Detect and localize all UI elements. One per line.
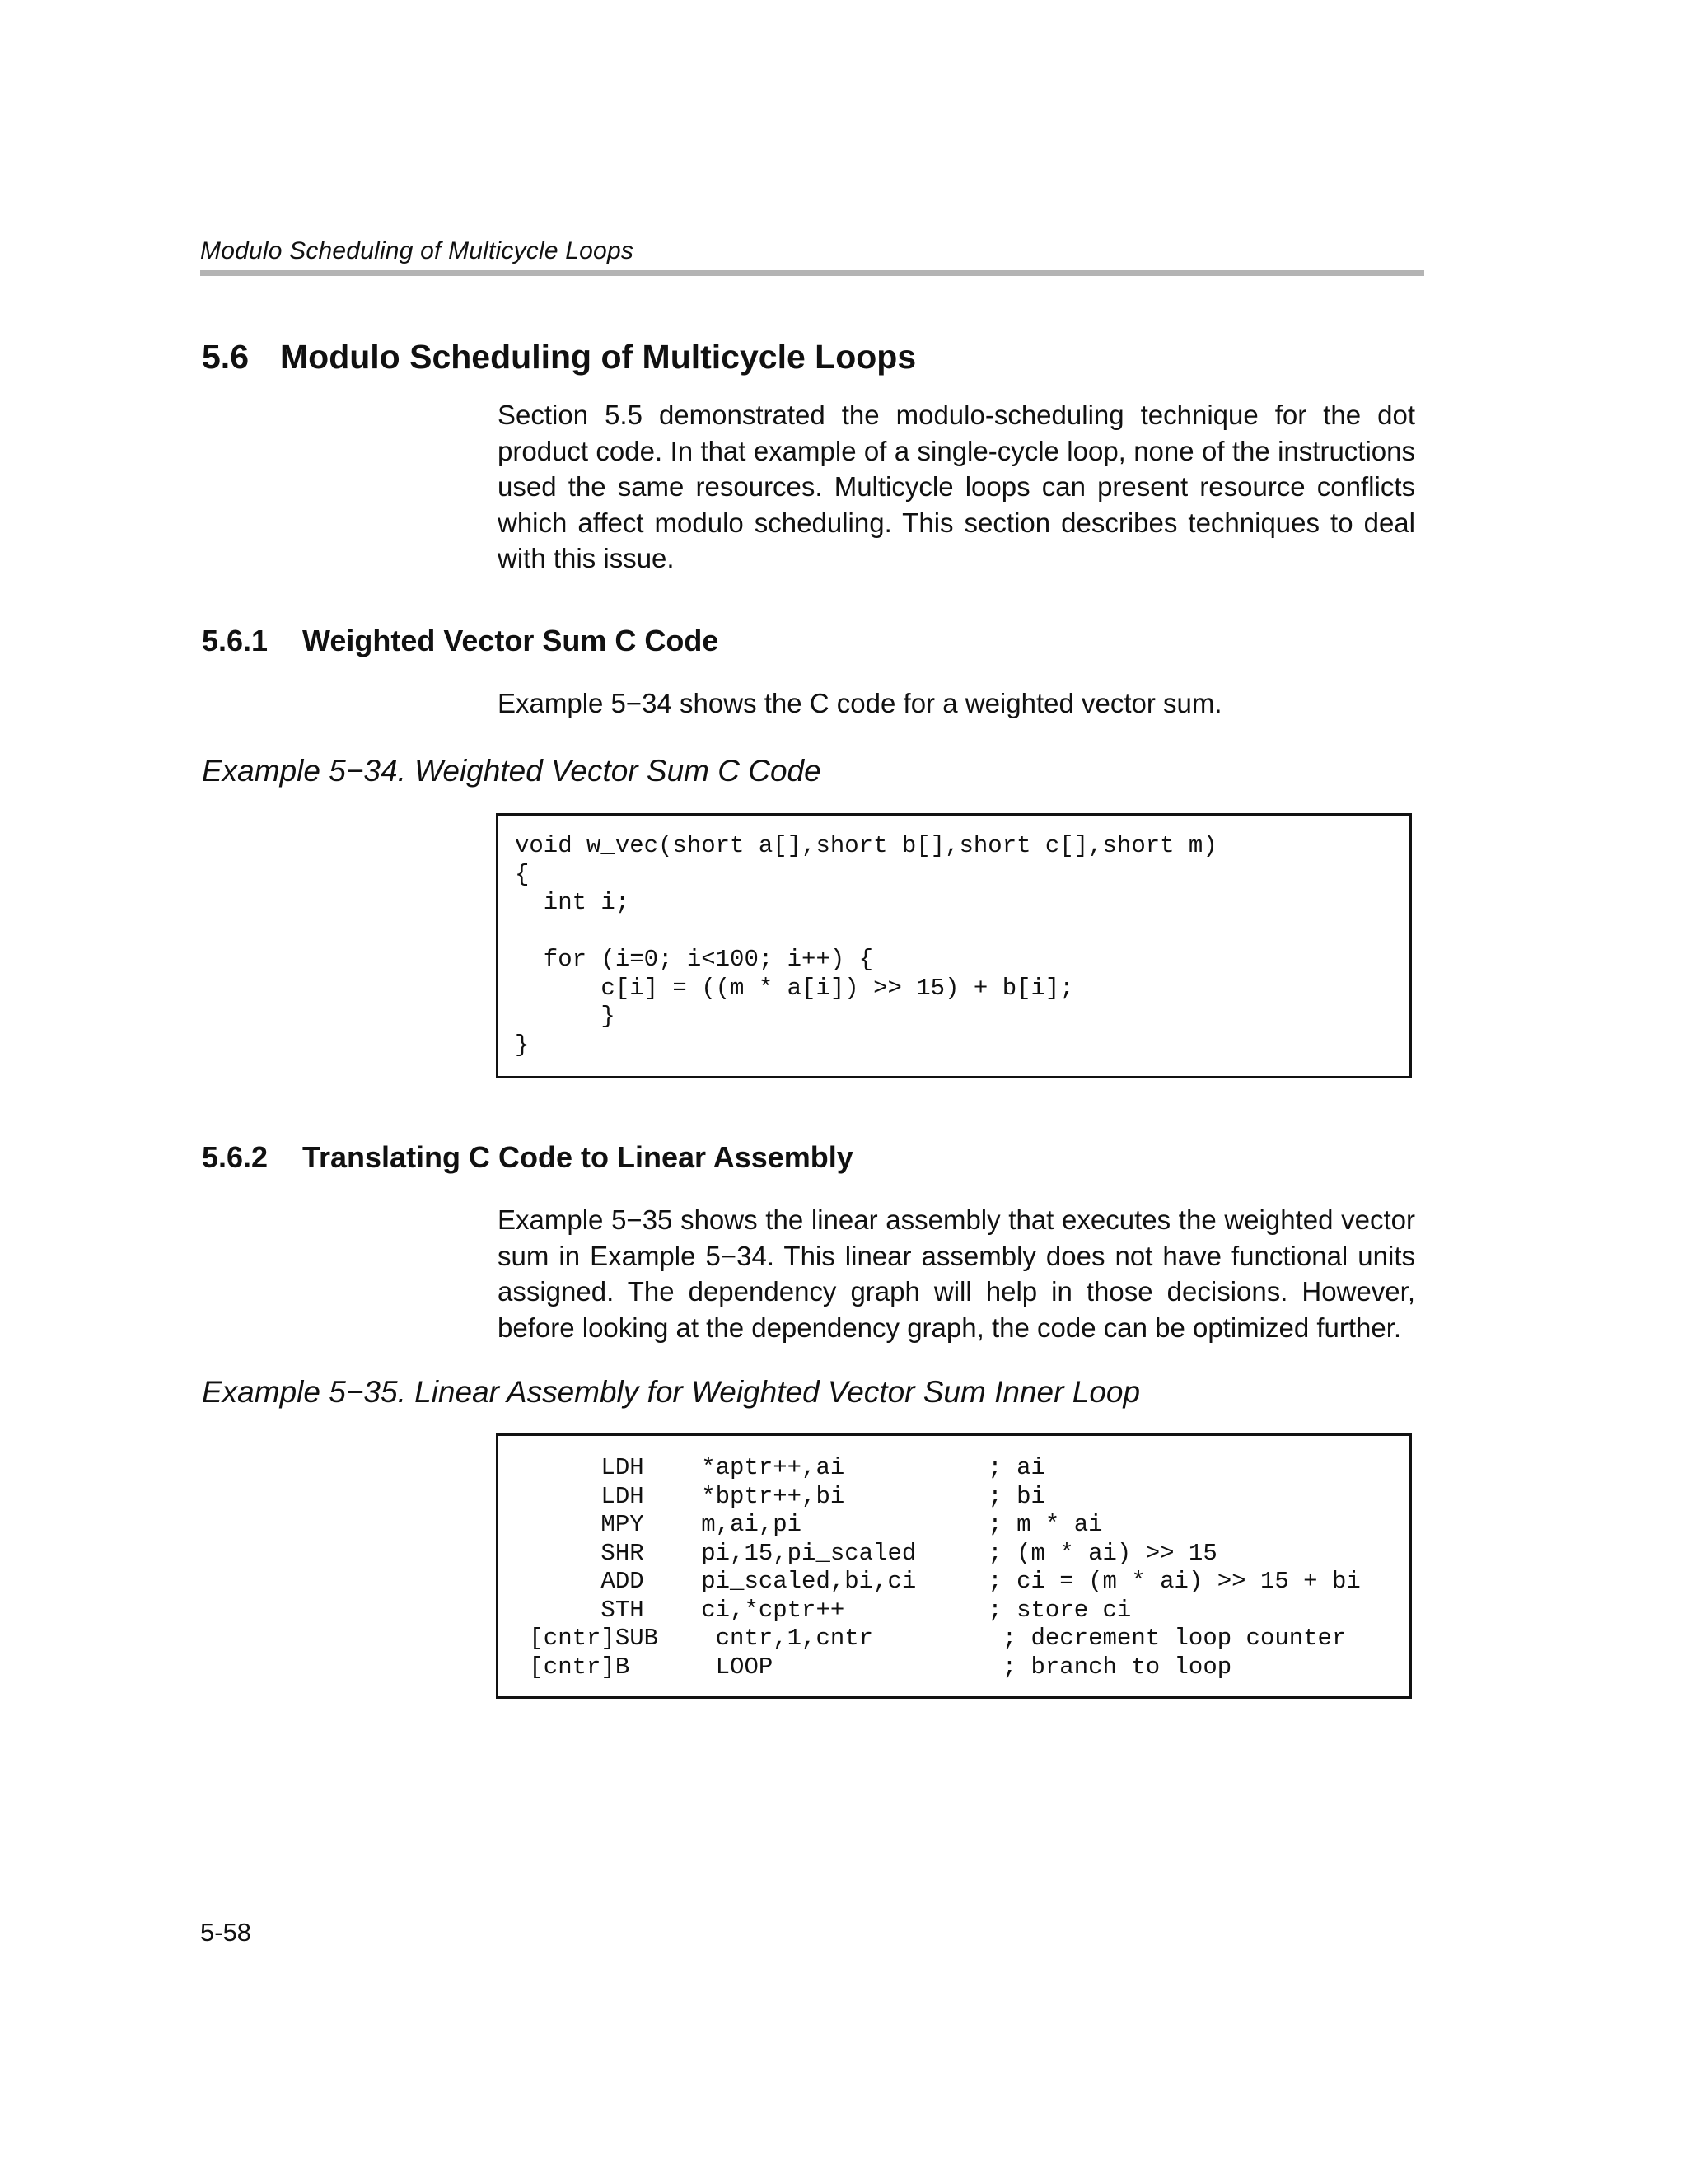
example-34-caption: Example 5−34. Weighted Vector Sum C Code [202, 754, 821, 788]
example-34-code-box [496, 813, 1412, 1078]
example-35-code-box [496, 1433, 1412, 1699]
example-35-code: LDH *aptr++,ai ; ai LDH *bptr++,bi ; bi MPY m,ai,pi ; m * ai SHR pi,15,pi_scaled ; (m * ai) >> 15 ADD pi_scaled,bi,ci ; ci = (m * ai) >> 15 + bi STH ci,*cptr++ ; store ci [cntr]SUB cntr,1,cntr ; decrement loop counter [cntr]B LOOP ; branch to loop [529, 1454, 1361, 1681]
subsection-1-heading [202, 624, 718, 658]
page-number: 5-58 [200, 1918, 252, 1947]
subsection-2-number: 5.6.2 [202, 1140, 269, 1174]
section-intro-paragraph: Section 5.5 demonstrated the modulo-scheduling technique for the dot product code. In that example of a single-cycle loop, none of the instructions used the same resources. Multicycle loops can present resource conflicts which affect modulo scheduling. This section describes techniques to deal with this issue. [498, 400, 1415, 573]
subsection-1-number: 5.6.1 [202, 624, 269, 657]
section-heading [202, 338, 916, 376]
subsection-2-heading [202, 1140, 853, 1175]
subsection-2-title: Translating C Code to Linear Assembly [302, 1140, 853, 1174]
running-header: Modulo Scheduling of Multicycle Loops [200, 237, 634, 264]
example-35-caption: Example 5−35. Linear Assembly for Weighted Vector Sum Inner Loop [202, 1375, 1141, 1409]
section-title: Modulo Scheduling of Multicycle Loops [280, 338, 917, 376]
section-number: 5.6 [202, 338, 249, 376]
subsection-1-paragraph: Example 5−34 shows the C code for a weighted vector sum. [498, 688, 1222, 718]
subsection-2-paragraph: Example 5−35 shows the linear assembly that executes the weighted vector sum in Example 5−34. This linear assembly does not have functional units assigned. The dependency graph will help in those decisions. However, before looking at the dependency graph, the code can be optimized further. [498, 1204, 1415, 1343]
example-34-code: void w_vec(short a[],short b[],short c[],short m) { int i; for (i=0; i<100; i++) { c[i] = ((m * a[i]) >> 15) + b[i]; } } [515, 832, 1217, 1059]
subsection-1-title: Weighted Vector Sum C Code [302, 624, 719, 657]
header-rule [200, 270, 1424, 276]
